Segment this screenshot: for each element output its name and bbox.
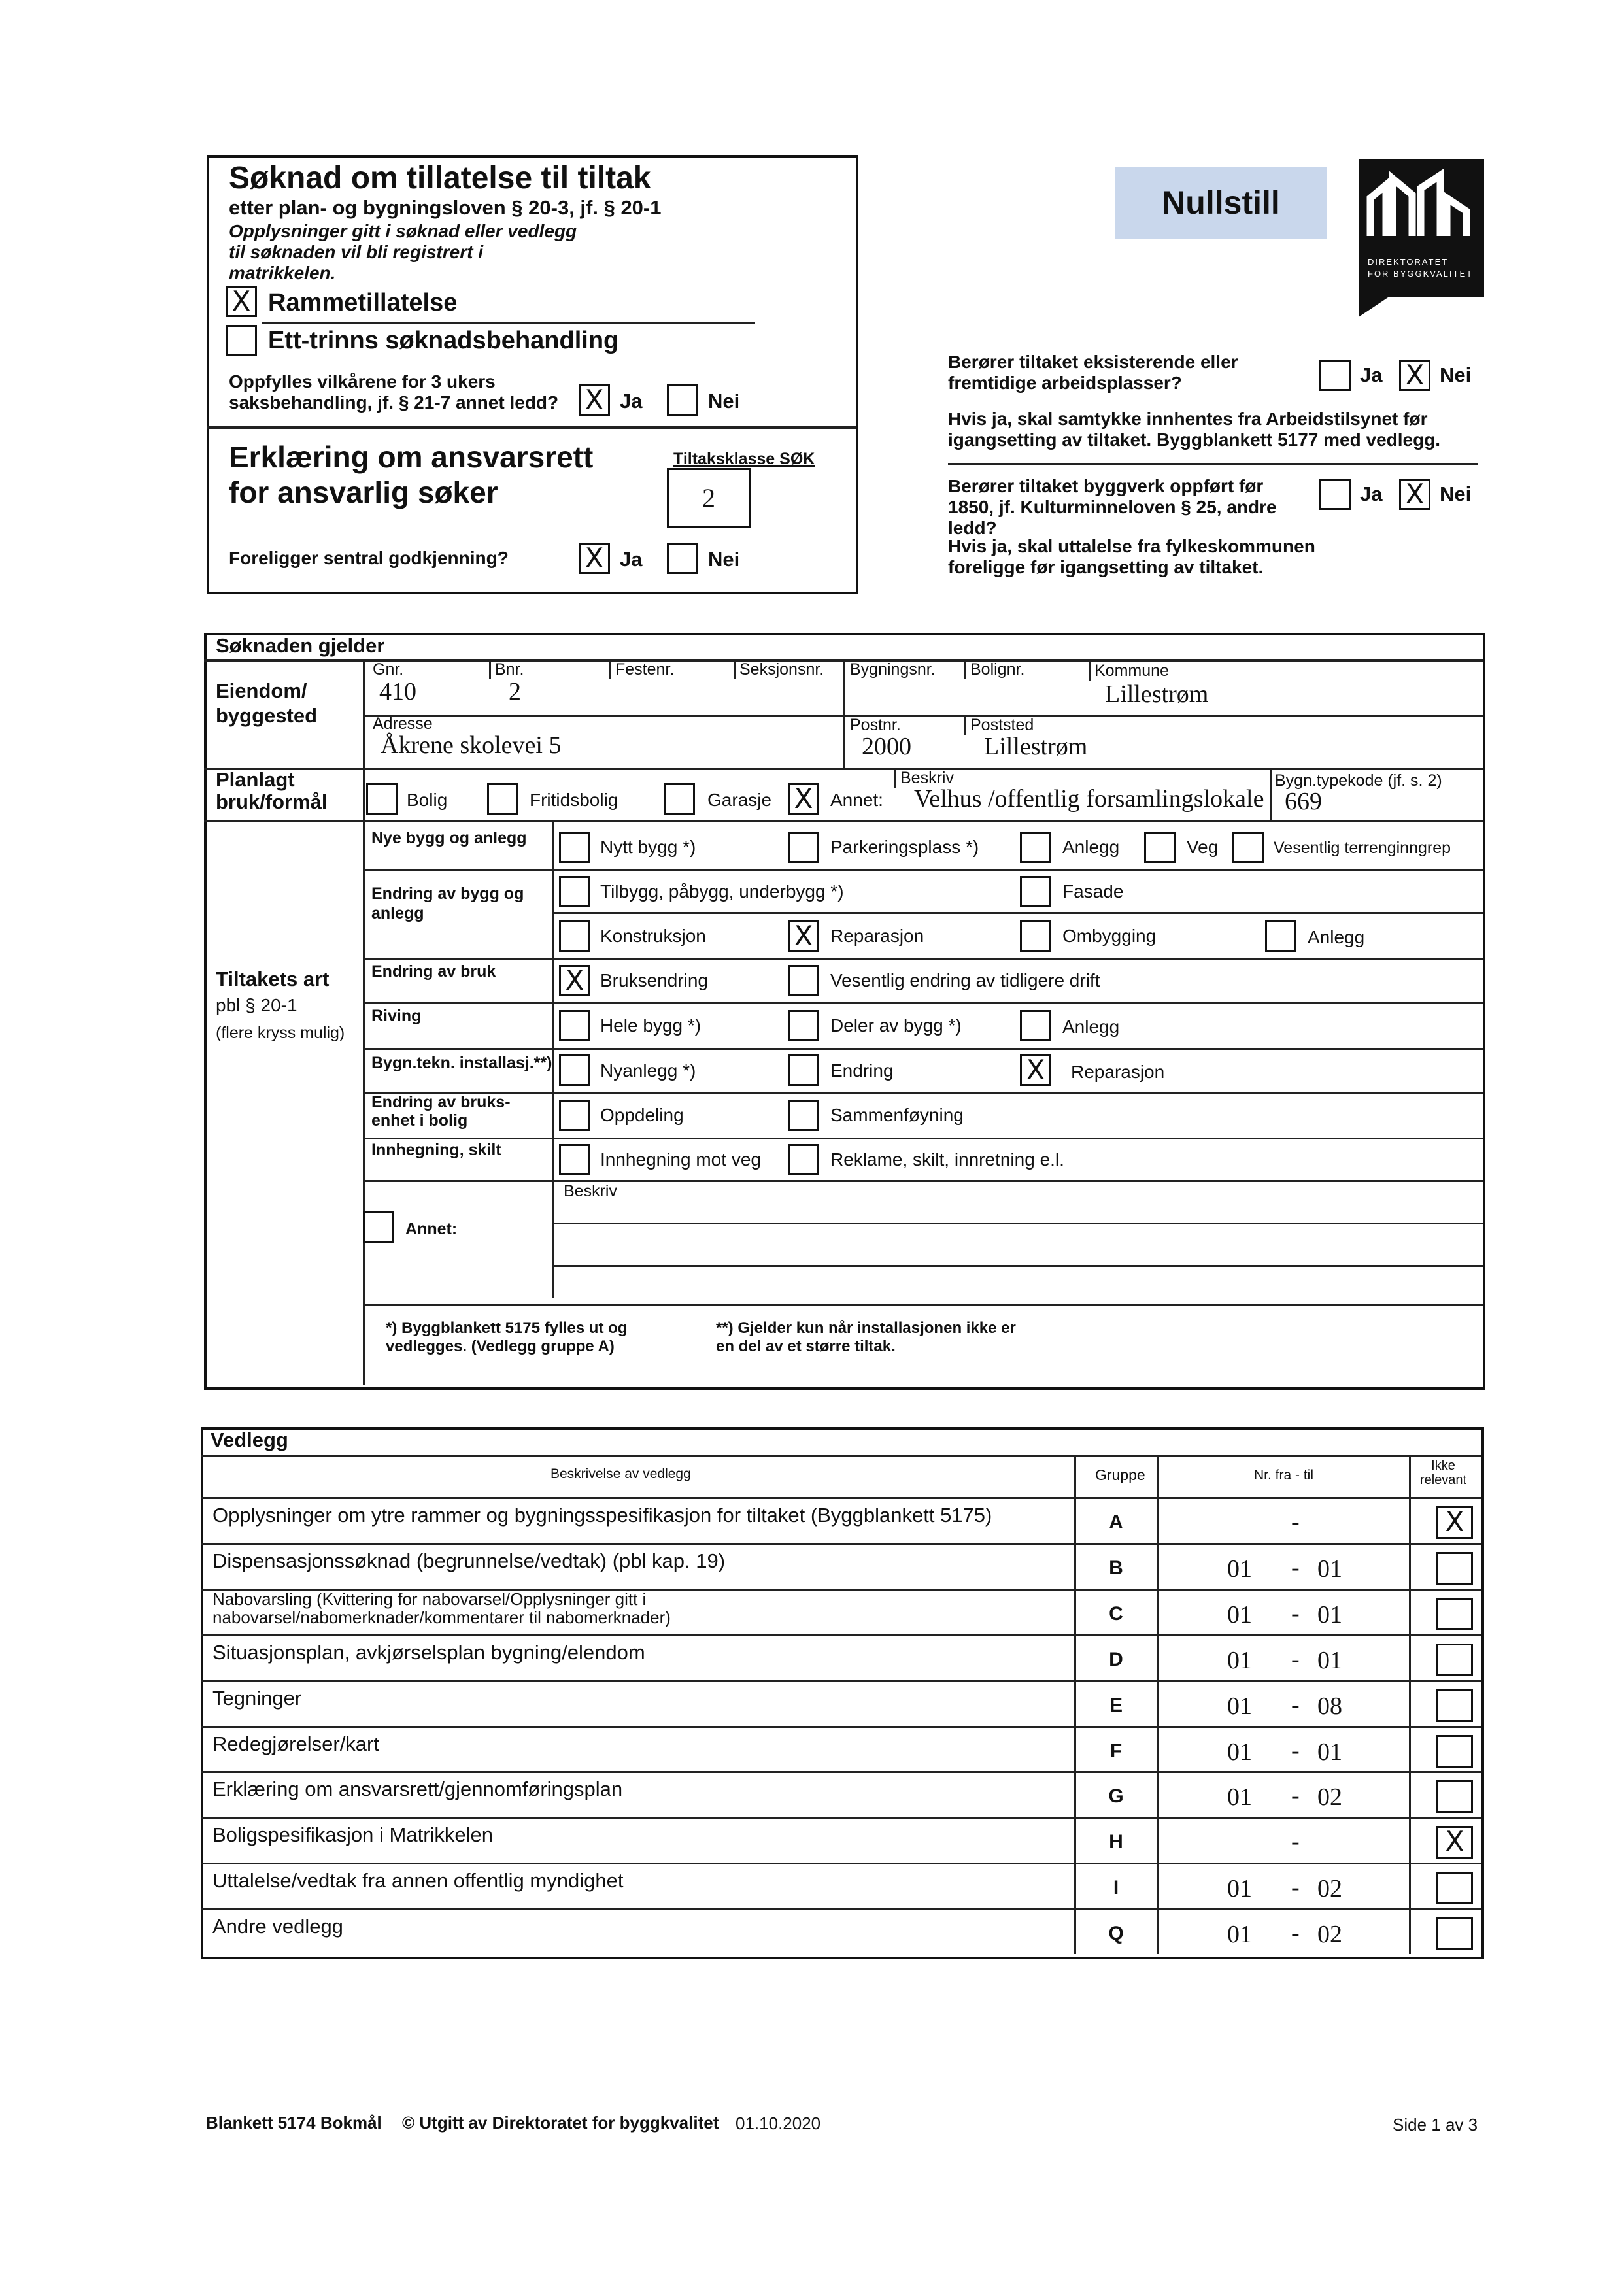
- vesentlig-drift-checkbox[interactable]: [788, 965, 819, 996]
- vedlegg-group: F: [1109, 1740, 1123, 1762]
- vedlegg-nr-til[interactable]: 08: [1317, 1693, 1342, 1720]
- vedlegg-row: [201, 1817, 1479, 1863]
- rammetillatelse-label: Rammetillatelse: [268, 289, 458, 316]
- vedlegg-desc: Opplysninger om ytre rammer og bygningsspesifikasjon for tiltaket (Byggblankett 5175): [212, 1504, 992, 1527]
- vedlegg-col-ikke: Ikke relevant: [1419, 1459, 1467, 1487]
- endring-bruk-row-label: Endring av bruk: [371, 962, 496, 981]
- anlegg-riving-checkbox[interactable]: [1020, 1010, 1051, 1041]
- innhegning-veg-label: Innhegning mot veg: [600, 1149, 761, 1170]
- arbeidstilsynet-note: Hvis ja, skal samtykke innhentes fra Arbeidstilsynet før igangsetting av tiltaket. Byggblankett 5177 med vedlegg.: [948, 409, 1441, 450]
- veg-checkbox[interactable]: [1144, 832, 1176, 863]
- vedlegg-group: B: [1109, 1557, 1123, 1579]
- vedlegg-ikke-relevant-checkbox[interactable]: [1436, 1552, 1473, 1585]
- postnr-field[interactable]: 2000: [862, 733, 911, 760]
- ombygging-checkbox[interactable]: [1020, 920, 1051, 952]
- arbeidsplasser-nei-label: Nei: [1440, 363, 1472, 386]
- oppdeling-label: Oppdeling: [600, 1105, 684, 1125]
- innhegning-row-label: Innhegning, skilt: [371, 1141, 501, 1159]
- arbeidsplasser-nei-checkbox[interactable]: X: [1399, 360, 1430, 391]
- vedlegg-col-desc: Beskrivelse av vedlegg: [550, 1466, 691, 1481]
- anlegg-endring-label: Anlegg: [1308, 927, 1365, 947]
- kommune-label: Kommune: [1089, 662, 1169, 681]
- vedlegg-nr-dash: -: [1291, 1645, 1300, 1673]
- ombygging-label: Ombygging: [1062, 926, 1157, 946]
- poststed-field[interactable]: Lillestrøm: [984, 733, 1088, 760]
- footnote-2: **) Gjelder kun når installasjonen ikke er en del av et større tiltak.: [716, 1319, 1016, 1355]
- vedlegg-row: [201, 1726, 1479, 1772]
- reparasjon-label: Reparasjon: [830, 926, 924, 946]
- dibk-logo: [1359, 159, 1484, 297]
- vilkar-ja-checkbox[interactable]: X: [579, 384, 610, 416]
- bygn-tekn-row-label: Bygn.tekn. installasj.**): [371, 1054, 552, 1072]
- kulturminne-question: Berører tiltaket byggverk oppført før 1850, jf. Kulturminneloven § 25, andre ledd?: [948, 476, 1277, 538]
- vedlegg-ikke-relevant-checkbox[interactable]: [1436, 1689, 1473, 1722]
- vedlegg-row: [201, 1680, 1479, 1726]
- vedlegg-nr-fra[interactable]: 01: [1227, 1738, 1252, 1766]
- reparasjon-checkbox[interactable]: X: [788, 920, 819, 952]
- pbl-label: pbl § 20-1: [216, 995, 297, 1015]
- innhegning-veg-checkbox[interactable]: [559, 1144, 590, 1175]
- endring-tekn-label: Endring: [830, 1060, 894, 1081]
- eiendom-label: Eiendom/ byggested: [216, 679, 318, 727]
- seksjonsnr-label: Seksjonsnr.: [734, 660, 824, 679]
- vilkar-ja-label: Ja: [620, 390, 643, 413]
- fasade-checkbox[interactable]: [1020, 876, 1051, 907]
- vedlegg-nr-dash: -: [1291, 1554, 1300, 1581]
- flere-label: (flere kryss mulig): [216, 1024, 345, 1042]
- hele-bygg-label: Hele bygg *): [600, 1015, 702, 1036]
- sentral-question: Foreligger sentral godkjenning?: [229, 548, 509, 568]
- reparasjon-tekn-label: Reparasjon: [1071, 1062, 1165, 1082]
- vedlegg-nr-til[interactable]: 02: [1317, 1921, 1342, 1948]
- tilbygg-label: Tilbygg, påbygg, underbygg *): [600, 881, 844, 902]
- footer-publisher: © Utgitt av Direktoratet for byggkvalitet: [402, 2113, 719, 2133]
- vedlegg-nr-dash: -: [1291, 1828, 1300, 1855]
- hele-bygg-checkbox[interactable]: [559, 1010, 590, 1041]
- vedlegg-nr-fra[interactable]: 01: [1227, 1647, 1252, 1674]
- vedlegg-nr-dash: -: [1291, 1737, 1300, 1764]
- sentral-nei-checkbox[interactable]: [667, 543, 698, 574]
- vedlegg-desc: Boligspesifikasjon i Matrikkelen: [212, 1823, 494, 1846]
- vedlegg-row: [201, 1863, 1479, 1908]
- bnr-field[interactable]: 2: [509, 678, 521, 705]
- vedlegg-nr-til[interactable]: 01: [1317, 1738, 1342, 1766]
- bolig-checkbox[interactable]: [366, 783, 398, 815]
- vedlegg-desc: Erklæring om ansvarsrett/gjennomføringsplan: [212, 1778, 623, 1800]
- vilkar-nei-label: Nei: [708, 390, 740, 413]
- vedlegg-ikke-relevant-checkbox[interactable]: [1436, 1598, 1473, 1630]
- bruksendring-label: Bruksendring: [600, 970, 708, 990]
- anlegg-label: Anlegg: [1062, 837, 1120, 857]
- nyanlegg-checkbox[interactable]: [559, 1054, 590, 1086]
- logo-text-1: DIREKTORATET: [1368, 257, 1449, 267]
- vedlegg-group: H: [1109, 1831, 1123, 1853]
- vedlegg-row: [201, 1543, 1479, 1589]
- ett-trinns-label: Ett-trinns søknadsbehandling: [268, 327, 619, 354]
- beskriv-label: Beskriv: [894, 769, 954, 788]
- endring-bygg-row-label: Endring av bygg og anlegg: [371, 885, 524, 922]
- vesentlig-drift-label: Vesentlig endring av tidligere drift: [830, 970, 1100, 990]
- veg-label: Veg: [1187, 837, 1219, 857]
- sentral-ja-label: Ja: [620, 548, 643, 571]
- kulturminne-nei-checkbox[interactable]: X: [1399, 479, 1430, 510]
- vedlegg-desc: Situasjonsplan, avkjørselsplan bygning/elendom: [212, 1641, 645, 1664]
- konstruksjon-checkbox[interactable]: [559, 920, 590, 952]
- kulturminne-ja-label: Ja: [1360, 482, 1383, 505]
- rammetillatelse-checkbox[interactable]: X: [226, 286, 257, 317]
- tiltaksklasse-label: Tiltaksklasse SØK: [673, 450, 815, 468]
- vedlegg-nr-til[interactable]: 01: [1317, 1647, 1342, 1674]
- footer-date: 01.10.2020: [736, 2114, 821, 2133]
- vedlegg-group: G: [1108, 1785, 1124, 1807]
- bolig-label: Bolig: [407, 790, 448, 810]
- arbeidsplasser-question: Berører tiltaket eksisterende eller fremtidige arbeidsplasser?: [948, 352, 1238, 393]
- vedlegg-row: [201, 1634, 1479, 1680]
- poststed-label: Poststed: [964, 716, 1034, 735]
- kommune-field[interactable]: Lillestrøm: [1105, 681, 1209, 708]
- dibk-logo-icon: [1359, 159, 1484, 257]
- bnr-label: Bnr.: [489, 660, 524, 679]
- deler-bygg-label: Deler av bygg *): [830, 1015, 962, 1036]
- vedlegg-ikke-relevant-checkbox[interactable]: [1436, 1644, 1473, 1676]
- vedlegg-nr-dash: -: [1291, 1874, 1300, 1901]
- vedlegg-nr-fra[interactable]: 01: [1227, 1921, 1252, 1948]
- fylkeskommune-note: Hvis ja, skal uttalelse fra fylkeskommunen foreligge før igangsetting av tiltaket.: [948, 536, 1315, 577]
- vedlegg-nr-til[interactable]: 01: [1317, 1555, 1342, 1583]
- bruksendring-checkbox[interactable]: X: [559, 965, 590, 996]
- fritidsbolig-label: Fritidsbolig: [530, 790, 618, 810]
- vilkar-question: Oppfylles vilkårene for 3 ukers saksbehandling, jf. § 21-7 annet ledd?: [229, 371, 559, 413]
- vedlegg-nr-dash: -: [1291, 1919, 1300, 1947]
- vilkar-nei-checkbox[interactable]: [667, 384, 698, 416]
- konstruksjon-label: Konstruksjon: [600, 926, 706, 946]
- terrenginngrep-label: Vesentlig terrenginngrep: [1274, 839, 1451, 857]
- reklame-label: Reklame, skilt, innretning e.l.: [830, 1149, 1064, 1170]
- vedlegg-group: Q: [1108, 1923, 1124, 1944]
- sentral-ja-checkbox[interactable]: X: [579, 543, 610, 574]
- garasje-checkbox[interactable]: [664, 783, 695, 815]
- terrenginngrep-checkbox[interactable]: [1232, 832, 1264, 863]
- riving-row-label: Riving: [371, 1007, 422, 1025]
- annet-bruk-label: Annet:: [830, 790, 883, 810]
- anlegg-riving-label: Anlegg: [1062, 1017, 1120, 1037]
- form-title: Søknad om tillatelse til tiltak: [229, 161, 651, 195]
- vedlegg-group: C: [1109, 1603, 1123, 1625]
- annet-bruk-checkbox[interactable]: X: [788, 783, 819, 815]
- kulturminne-ja-checkbox[interactable]: [1319, 479, 1351, 510]
- vedlegg-group: D: [1109, 1649, 1123, 1670]
- beskriv-annet-label: Beskriv: [564, 1182, 617, 1200]
- vedlegg-nr-til[interactable]: 02: [1317, 1783, 1342, 1811]
- vedlegg-desc: Nabovarsling (Kvittering for nabovarsel/Opplysninger gitt i nabovarsel/nabomerknader/kommentarer til nabomerknader): [212, 1589, 671, 1627]
- vedlegg-ikke-relevant-checkbox[interactable]: [1436, 1780, 1473, 1813]
- vedlegg-nr-dash: -: [1291, 1508, 1300, 1536]
- vedlegg-ikke-relevant-checkbox[interactable]: [1436, 1917, 1473, 1950]
- vedlegg-nr-fra[interactable]: 01: [1227, 1601, 1252, 1628]
- vedlegg-nr-til[interactable]: 02: [1317, 1875, 1342, 1902]
- bygningsnr-label: Bygningsnr.: [850, 660, 936, 679]
- arbeidsplasser-ja-label: Ja: [1360, 363, 1383, 386]
- parkeringsplass-checkbox[interactable]: [788, 832, 819, 863]
- vedlegg-group: A: [1109, 1511, 1123, 1533]
- beskriv-field[interactable]: Velhus /offentlig forsamlingslokale: [914, 785, 1264, 813]
- fasade-label: Fasade: [1062, 881, 1124, 902]
- adresse-label: Adresse: [373, 715, 433, 733]
- vedlegg-desc: Andre vedlegg: [212, 1915, 343, 1938]
- vedlegg-nr-dash: -: [1291, 1691, 1300, 1719]
- vedlegg-desc: Uttalelse/vedtak fra annen offentlig myndighet: [212, 1869, 624, 1892]
- footer-form-id: Blankett 5174 Bokmål: [206, 2113, 382, 2133]
- form-subtitle: etter plan- og bygningsloven § 20-3, jf. § 20-1: [229, 196, 662, 219]
- sammenfoyning-label: Sammenføyning: [830, 1105, 964, 1125]
- vedlegg-row: [201, 1497, 1479, 1543]
- vedlegg-nr-fra[interactable]: 01: [1227, 1693, 1252, 1720]
- arbeidsplasser-ja-checkbox[interactable]: [1319, 360, 1351, 391]
- footer-page: Side 1 av 3: [1393, 2115, 1478, 2134]
- garasje-label: Garasje: [707, 790, 772, 810]
- vedlegg-ikke-relevant-checkbox[interactable]: X: [1436, 1826, 1473, 1859]
- vedlegg-group: E: [1109, 1695, 1123, 1716]
- vedlegg-title: Vedlegg: [211, 1428, 288, 1451]
- vedlegg-row: [201, 1771, 1479, 1817]
- logo-text-2: FOR BYGGKVALITET: [1368, 269, 1474, 278]
- vedlegg-nr-til[interactable]: 01: [1317, 1601, 1342, 1628]
- gnr-label: Gnr.: [373, 660, 404, 679]
- nytt-bygg-label: Nytt bygg *): [600, 837, 696, 857]
- vedlegg-ikke-relevant-checkbox[interactable]: [1436, 1735, 1473, 1768]
- vedlegg-nr-fra[interactable]: 01: [1227, 1783, 1252, 1811]
- tilbygg-checkbox[interactable]: [559, 876, 590, 907]
- typekode-label: Bygn.typekode (jf. s. 2): [1275, 771, 1442, 790]
- vedlegg-row: [201, 1589, 1479, 1634]
- nyanlegg-label: Nyanlegg *): [600, 1060, 696, 1081]
- vedlegg-row: [201, 1908, 1479, 1954]
- vedlegg-ikke-relevant-checkbox[interactable]: X: [1436, 1506, 1473, 1539]
- bolignr-label: Bolignr.: [964, 660, 1024, 679]
- vedlegg-ikke-relevant-checkbox[interactable]: [1436, 1872, 1473, 1904]
- ett-trinns-checkbox[interactable]: [226, 325, 257, 356]
- soknaden-title: Søknaden gjelder: [216, 634, 385, 657]
- vedlegg-nr-fra[interactable]: 01: [1227, 1555, 1252, 1583]
- form-note: Opplysninger gitt i søknad eller vedlegg til søknaden vil bli registrert i matrikkelen.: [229, 221, 577, 283]
- reklame-checkbox[interactable]: [788, 1144, 819, 1175]
- kulturminne-nei-label: Nei: [1440, 482, 1472, 505]
- footnote-1: *) Byggblankett 5175 fylles ut og vedlegges. (Vedlegg gruppe A): [386, 1319, 628, 1355]
- vedlegg-desc: Redegjørelser/kart: [212, 1732, 379, 1755]
- oppdeling-checkbox[interactable]: [559, 1100, 590, 1131]
- fritidsbolig-checkbox[interactable]: [487, 783, 518, 815]
- reparasjon-tekn-checkbox[interactable]: X: [1020, 1054, 1051, 1086]
- gnr-field[interactable]: 410: [379, 678, 416, 705]
- vedlegg-nr-fra[interactable]: 01: [1227, 1875, 1252, 1902]
- deler-bygg-checkbox[interactable]: [788, 1010, 819, 1041]
- vedlegg-nr-dash: -: [1291, 1782, 1300, 1810]
- endring-tekn-checkbox[interactable]: [788, 1054, 819, 1086]
- reset-button[interactable]: Nullstill: [1115, 167, 1327, 239]
- vedlegg-nr-dash: -: [1291, 1600, 1300, 1627]
- annet-art-checkbox[interactable]: [363, 1211, 394, 1243]
- tiltaksklasse-field[interactable]: 2: [667, 468, 751, 528]
- bruksenhet-row-label: Endring av bruks-enhet i bolig: [371, 1093, 511, 1130]
- typekode-field[interactable]: 669: [1285, 788, 1322, 815]
- parkeringsplass-label: Parkeringsplass *): [830, 837, 979, 857]
- nytt-bygg-checkbox[interactable]: [559, 832, 590, 863]
- vedlegg-col-gruppe: Gruppe: [1095, 1466, 1145, 1483]
- sammenfoyning-checkbox[interactable]: [788, 1100, 819, 1131]
- festenr-label: Festenr.: [609, 660, 674, 679]
- tiltakets-art-label: Tiltakets art: [216, 968, 330, 990]
- anlegg-checkbox[interactable]: [1020, 832, 1051, 863]
- vedlegg-col-nr: Nr. fra - til: [1254, 1468, 1314, 1483]
- postnr-label: Postnr.: [850, 716, 901, 734]
- vedlegg-group: I: [1113, 1877, 1119, 1898]
- vedlegg-desc: Tegninger: [212, 1687, 302, 1710]
- vedlegg-desc: Dispensasjonssøknad (begrunnelse/vedtak) (pbl kap. 19): [212, 1549, 726, 1572]
- erklaering-title: Erklæring om ansvarsrett for ansvarlig søker: [229, 440, 594, 509]
- adresse-field[interactable]: Åkrene skolevei 5: [381, 732, 562, 759]
- anlegg-endring-checkbox[interactable]: [1265, 920, 1296, 952]
- annet-art-label: Annet:: [405, 1220, 458, 1238]
- sentral-nei-label: Nei: [708, 548, 740, 571]
- planlagt-label: Planlagt bruk/formål: [216, 768, 328, 813]
- nye-bygg-row-label: Nye bygg og anlegg: [371, 829, 527, 847]
